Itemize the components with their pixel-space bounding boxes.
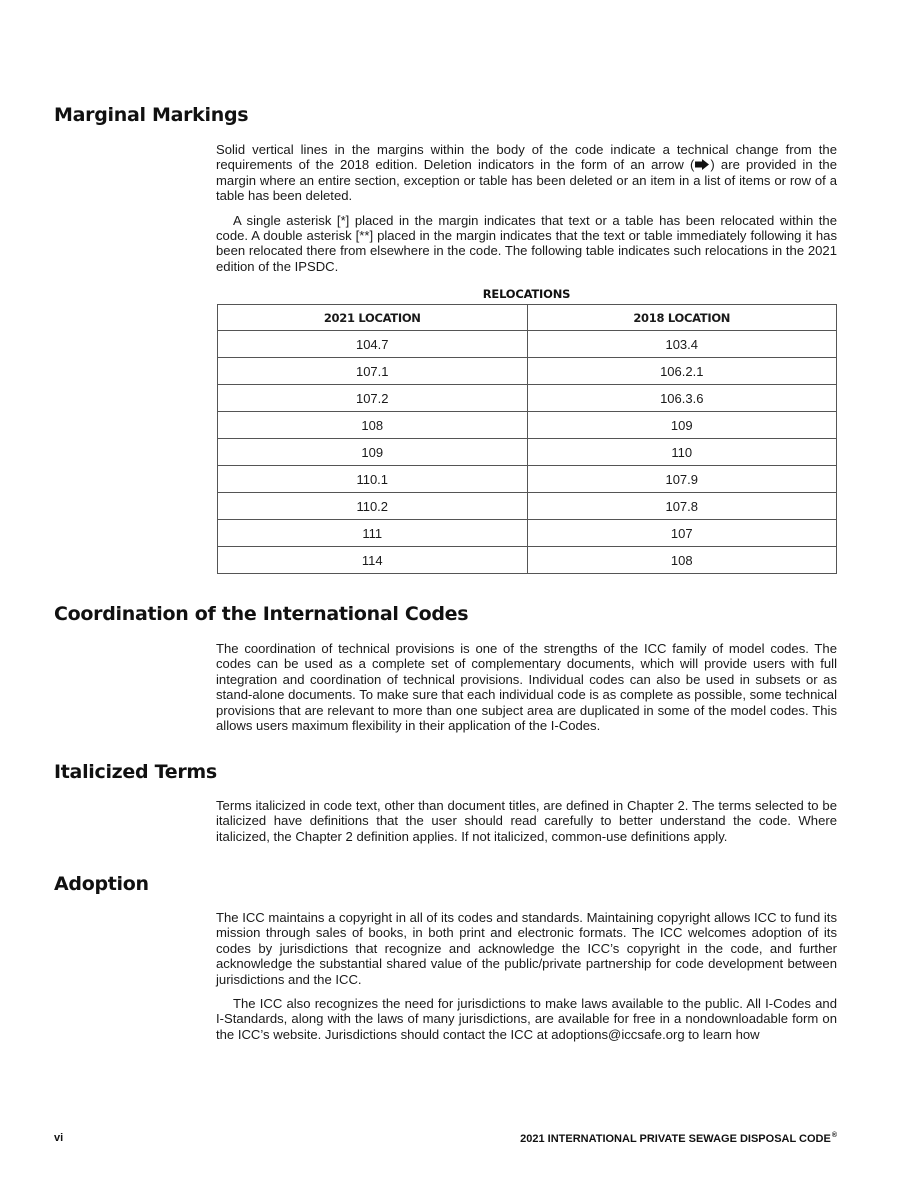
table-cell-2021: 110.2 xyxy=(218,493,528,520)
table-cell-2018: 107.9 xyxy=(527,466,837,493)
marginal-markings-body xyxy=(216,142,837,274)
heading-adoption: Adoption xyxy=(54,873,149,895)
adoption-paragraph-1: The ICC maintains a copyright in all of its codes and standards. Maintaining copyright allows ICC to fund its mission through sales of books, in both print and electronic formats. The ICC welcomes adoption of its codes by jurisdictions that recognize and acknowledge the ICC’s copyright in the code, and further acknowledge the substantial shared value of the public/private partnership for code development between jurisdictions and the ICC. xyxy=(216,910,837,987)
table-cell-2021: 107.2 xyxy=(218,385,528,412)
table-cell-2021: 107.1 xyxy=(218,358,528,385)
marginal-markings-paragraph-1 xyxy=(216,142,837,204)
footer-title-text: 2021 INTERNATIONAL PRIVATE SEWAGE DISPOSAL CODE xyxy=(520,1133,831,1145)
table-cell-2018: 107 xyxy=(527,520,837,547)
table-cell-2021: 110.1 xyxy=(218,466,528,493)
italicized-terms-paragraph-1: Terms italicized in code text, other than document titles, are defined in Chapter 2. The terms selected to be italicized have definitions that the user should read carefully to better understand the code. Where italicized, the Chapter 2 definition applies. If not italicized, common-use definitions apply. xyxy=(216,798,837,844)
table-header-row xyxy=(218,305,837,331)
table-cell-2021: 109 xyxy=(218,439,528,466)
registered-mark: ® xyxy=(831,1132,837,1139)
table-cell-2021: 104.7 xyxy=(218,331,528,358)
table-row xyxy=(218,358,837,385)
table-cell-2018: 106.3.6 xyxy=(527,385,837,412)
adoption-body xyxy=(216,910,837,1042)
page-number: vi xyxy=(54,1132,64,1144)
table-cell-2018: 103.4 xyxy=(527,331,837,358)
table-row xyxy=(218,520,837,547)
table-cell-2021: 111 xyxy=(218,520,528,547)
table-cell-2018: 109 xyxy=(527,412,837,439)
right-arrow-icon xyxy=(695,159,709,170)
table-cell-2018: 107.8 xyxy=(527,493,837,520)
coordination-body xyxy=(216,641,837,733)
table-row xyxy=(218,439,837,466)
table-row xyxy=(218,466,837,493)
italicized-terms-body xyxy=(216,798,837,844)
coordination-paragraph-1: The coordination of technical provisions is one of the strengths of the ICC family of model codes. The codes can be used as a complete set of complementary documents, which will provide users with full integration and coordination of technical provisions. Individual codes can also be used in subsets or as stand-alone documents. To make sure that each individual code is as complete as possible, some technical provisions that are relevant to more than one subject area are duplicated in some of the model codes. This allows users maximum flexibility in their application of the I-Codes. xyxy=(216,641,837,734)
table-row xyxy=(218,385,837,412)
table-row xyxy=(218,547,837,574)
table-row xyxy=(218,331,837,358)
marginal-markings-paragraph-1-end: ) are provided in the margin where an entire section, exception or table has been deleted or an item in a list of items or row of a table has been deleted. xyxy=(216,157,837,204)
table-row xyxy=(218,412,837,439)
heading-italicized-terms: Italicized Terms xyxy=(54,761,217,783)
heading-marginal-markings: Marginal Markings xyxy=(54,104,249,126)
table-cell-2018: 110 xyxy=(527,439,837,466)
marginal-markings-paragraph-2: A single asterisk [*] placed in the margin indicates that text or a table has been relocated within the code. A double asterisk [**] placed in the margin indicates that the text or table immediately following it has been relocated there from elsewhere in the code. The following table indicates such relocations in the 2021 edition of the IPSDC. xyxy=(216,212,837,274)
column-header-2018-location: 2018 LOCATION xyxy=(527,305,837,331)
table-row xyxy=(218,493,837,520)
column-header-2021-location: 2021 LOCATION xyxy=(218,305,528,331)
relocations-table xyxy=(217,304,837,574)
adoption-paragraph-2: The ICC also recognizes the need for jurisdictions to make laws available to the public. All I-Codes and I-Standards, along with the laws of many jurisdictions, are available for free in a nondownloadable form on the ICC’s website. Jurisdictions should contact the ICC at adoptions@iccsafe.org to learn how xyxy=(216,996,837,1042)
table-cell-2018: 106.2.1 xyxy=(527,358,837,385)
table-cell-2021: 108 xyxy=(218,412,528,439)
table-cell-2021: 114 xyxy=(218,547,528,574)
marginal-markings-paragraph-1-start: Solid vertical lines in the margins within the body of the code indicate a technical change from the requirements of the 2018 edition. Deletion indicators in the form of an arrow ( xyxy=(216,142,837,173)
table-cell-2018: 108 xyxy=(527,547,837,574)
running-footer-title xyxy=(520,1132,837,1145)
heading-coordination: Coordination of the International Codes xyxy=(54,603,469,625)
relocations-table-caption: RELOCATIONS xyxy=(482,287,571,301)
